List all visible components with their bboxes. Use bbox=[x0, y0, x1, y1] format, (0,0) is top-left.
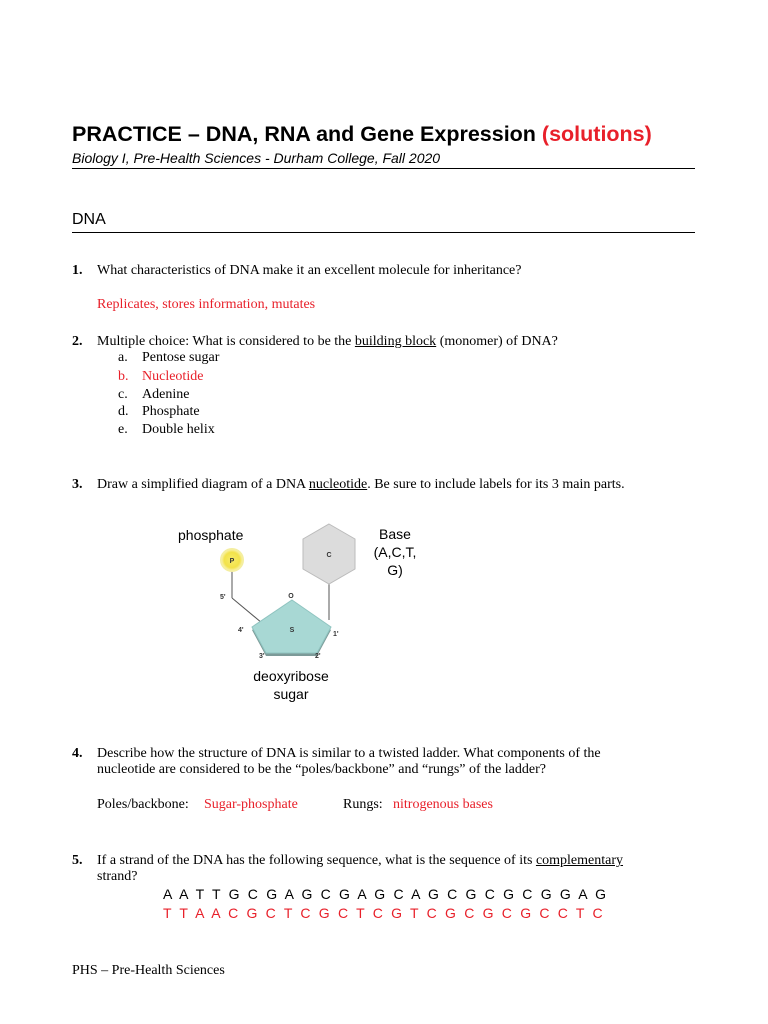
answer-1: Replicates, stores information, mutates bbox=[97, 297, 316, 312]
option-text: Adenine bbox=[142, 387, 190, 402]
page-subtitle: Biology I, Pre-Health Sciences - Durham College, Fall 2020 bbox=[72, 150, 441, 166]
carbon-1-label: 1' bbox=[333, 631, 339, 638]
question-text-line1: Describe how the structure of DNA is similar to a twisted ladder. What components of the bbox=[97, 746, 601, 761]
sugar-letter: S bbox=[289, 627, 295, 634]
phosphate-sugar-bond bbox=[232, 598, 262, 623]
poles-answer: Sugar-phosphate bbox=[204, 797, 298, 812]
question-number: 3. bbox=[72, 477, 83, 492]
text-segment: Draw a simplified diagram of a DNA bbox=[97, 477, 309, 492]
carbon-5-label: 5' bbox=[220, 594, 226, 601]
carbon-4-label: 4' bbox=[238, 627, 244, 634]
phosphate-label: phosphate bbox=[178, 527, 244, 543]
base-letter: C bbox=[326, 552, 332, 559]
rungs-answer: nitrogenous bases bbox=[393, 797, 493, 812]
base-label-line2: (A,C,T, bbox=[373, 544, 417, 560]
title-main: PRACTICE – DNA, RNA and Gene Expression bbox=[72, 122, 536, 146]
text-segment: Multiple choice: What is considered to be the bbox=[97, 334, 355, 349]
option-letter: e. bbox=[118, 422, 128, 437]
option-text: Pentose sugar bbox=[142, 350, 220, 365]
option-text: Nucleotide bbox=[142, 369, 204, 384]
carbon-2-label: 2' bbox=[315, 653, 321, 660]
underlined-term: complementary bbox=[535, 853, 624, 868]
question-number: 2. bbox=[72, 334, 83, 349]
dna-sequence: A A T T G C G A G C G A G C A G C G C G C G G A G bbox=[163, 886, 609, 902]
rungs-label: Rungs: bbox=[343, 797, 383, 812]
question-text-line2: nucleotide are considered to be the “poles/backbone” and “rungs” of the ladder? bbox=[97, 762, 546, 777]
poles-label: Poles/backbone: bbox=[97, 797, 189, 812]
page-footer: PHS – Pre-Health Sciences bbox=[72, 963, 225, 978]
question-number: 4. bbox=[72, 746, 83, 761]
complementary-sequence: T T A A C G C T C G C T C G T C G C G C G C C T C bbox=[163, 905, 605, 921]
option-text: Phosphate bbox=[142, 404, 200, 419]
text-segment: . Be sure to include labels for its 3 main parts. bbox=[367, 477, 625, 492]
text-segment: If a strand of the DNA has the following sequence, what is the sequence of its bbox=[97, 853, 536, 868]
question-text-line1 bbox=[97, 852, 623, 869]
option-letter: d. bbox=[118, 404, 129, 419]
section-title: DNA bbox=[72, 211, 106, 228]
option-text: Double helix bbox=[142, 422, 215, 437]
phosphate-letter: P bbox=[229, 558, 235, 565]
sugar-label-line2: sugar bbox=[273, 686, 309, 702]
underlined-term: nucleotide bbox=[308, 477, 368, 492]
question-text: What characteristics of DNA make it an excellent molecule for inheritance? bbox=[97, 263, 522, 278]
oxygen-letter: O bbox=[288, 593, 294, 600]
question-number: 5. bbox=[72, 853, 83, 868]
text-segment: (monomer) of DNA? bbox=[436, 334, 558, 349]
question-number: 1. bbox=[72, 263, 83, 278]
base-label-line1: Base bbox=[379, 526, 411, 542]
underlined-term: building block bbox=[354, 334, 437, 349]
carbon-3-label: 3' bbox=[259, 653, 265, 660]
option-letter: a. bbox=[118, 350, 128, 365]
title-solutions: (solutions) bbox=[541, 122, 652, 146]
question-text-line2: strand? bbox=[97, 869, 138, 884]
sugar-label-line1: deoxyribose bbox=[253, 668, 329, 684]
option-letter: c. bbox=[118, 387, 128, 402]
option-letter: b. bbox=[118, 369, 129, 384]
base-label-line3: G) bbox=[387, 562, 403, 578]
